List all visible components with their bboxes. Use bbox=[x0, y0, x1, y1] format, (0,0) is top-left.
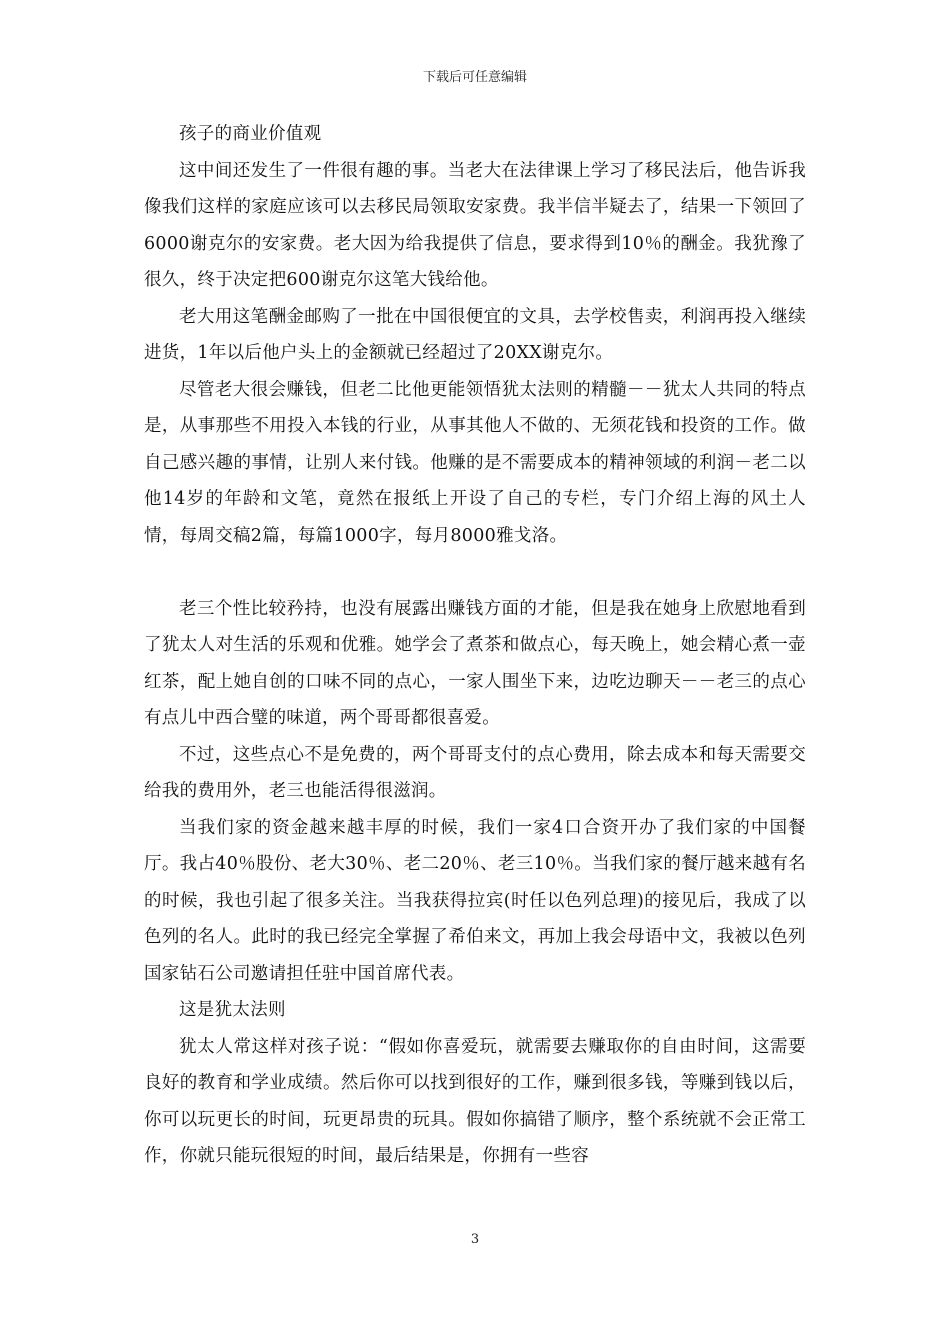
paragraph-jewish-saying: 犹太人常这样对孩子说：“假如你喜爱玩，就需要去赚取你的自由时间，这需要良好的教育和学业成绩。然后你可以找到很好的工作，赚到很多钱，等赚到钱以后，你可以玩更长的时间，玩更昂贵的玩具。假如你搞错了顺序，整个系统就不会正常工作，你就只能玩很短的时间，最后结果是，你拥有一些容 bbox=[144, 1036, 806, 1166]
page-number: 3 bbox=[470, 1232, 480, 1247]
blank-line bbox=[144, 554, 806, 591]
paragraph-second-son-column: 尽管老大很会赚钱，但老二比他更能领悟犹太法则的精髓－－犹太人共同的特点是，从事那些不用投入本钱的行业，从事其他人不做的、无须花钱和投资的工作。做自己感兴趣的事情，让别人来付钱。他赚的是不需要成本的精神领域的利润－老二以他14岁的年龄和文笔，竟然在报纸上开设了自己的专栏，专门介绍上海的风土人情，每周交稿2篇，每篇1000字，每月8000雅戈洛。 bbox=[144, 379, 806, 546]
document-body bbox=[144, 116, 806, 1175]
section-heading-jewish-rule: 这是犹太法则 bbox=[179, 1000, 286, 1020]
paragraph-third-child-tea: 老三个性比较矜持，也没有展露出赚钱方面的才能，但是我在她身上欣慰地看到了犹太人对生活的乐观和优雅。她学会了煮茶和做点心，每天晚上，她会精心煮一壶红茶，配上她自创的口味不同的点心，一家人围坐下来，边吃边聊天－－老三的点心有点儿中西合璧的味道，两个哥哥都很喜爱。 bbox=[144, 598, 806, 728]
section-heading-commercial-values: 孩子的商业价值观 bbox=[179, 124, 322, 144]
paragraph-immigration-allowance: 这中间还发生了一件很有趣的事。当老大在法律课上学习了移民法后，他告诉我像我们这样的家庭应该可以去移民局领取安家费。我半信半疑去了，结果一下领回了6000谢克尔的安家费。老大因为给我提供了信息，要求得到10％的酬金。我犹豫了很久，终于决定把600谢克尔这笔大钱给他。 bbox=[144, 160, 806, 290]
paragraph-snack-fees: 不过，这些点心不是免费的，两个哥哥支付的点心费用，除去成本和每天需要交给我的费用外，老三也能活得很滋润。 bbox=[144, 744, 806, 801]
page-header: 下载后可任意编辑 bbox=[422, 70, 527, 85]
paragraph-family-restaurant: 当我们家的资金越来越丰厚的时候，我们一家4口合资开办了我们家的中国餐厅。我占40％股份、老大30％、老二20％、老三10％。当我们家的餐厅越来越有名的时候，我也引起了很多关注。当我获得拉宾(时任以色列总理)的接见后，我成了以色列的名人。此时的我已经完全掌握了希伯来文，再加上我会母语中文，我被以色列国家钻石公司邀请担任驻中国首席代表。 bbox=[144, 817, 806, 984]
paragraph-stationery-business: 老大用这笔酬金邮购了一批在中国很便宜的文具，去学校售卖，利润再投入继续进货，1年以后他户头上的金额就已经超过了20XX谢克尔。 bbox=[144, 306, 806, 363]
